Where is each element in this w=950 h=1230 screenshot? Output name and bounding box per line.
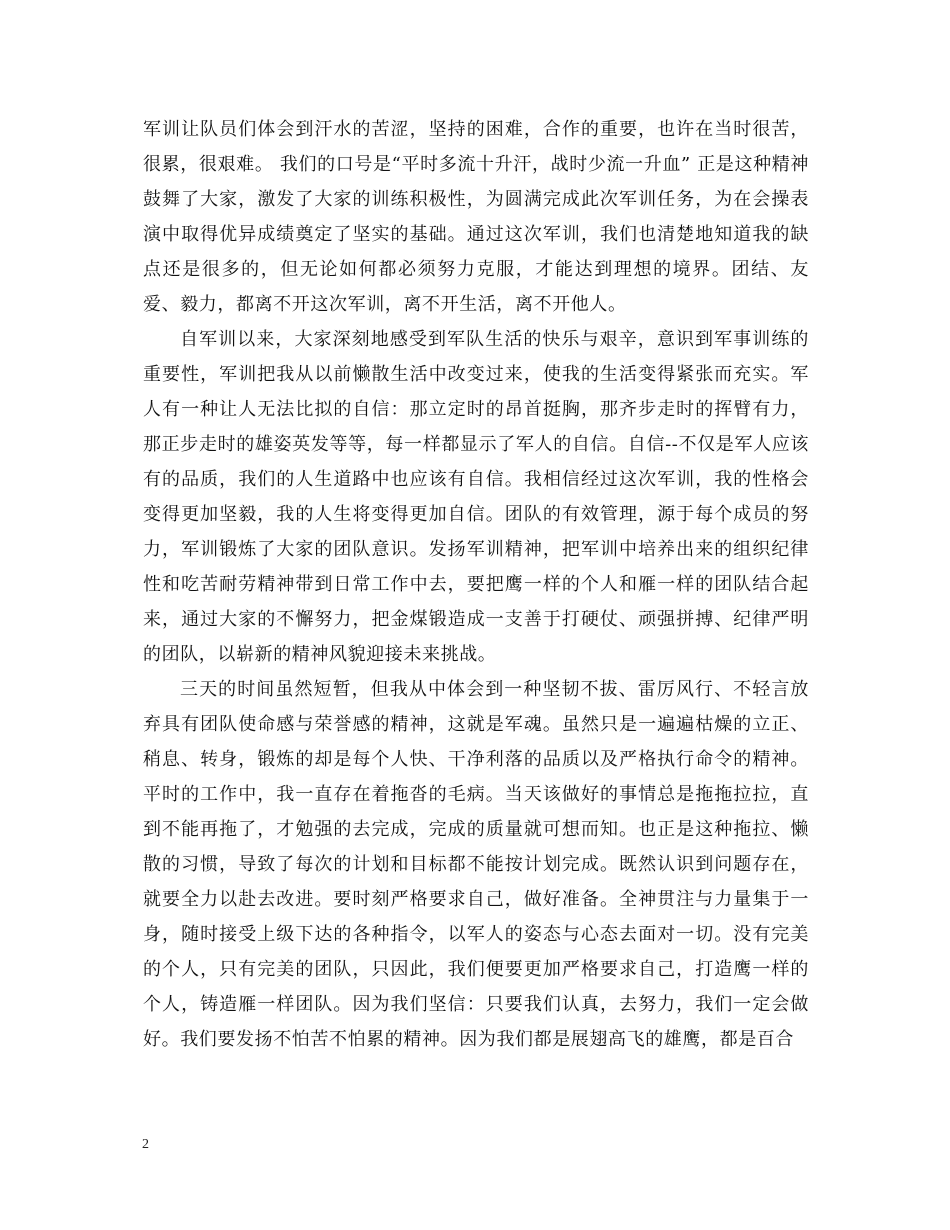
page-number: 2 [142, 1137, 149, 1152]
paragraph-1: 军训让队员们体会到汗水的苦涩，坚持的困难，合作的重要，也许在当时很苦，很累，很艰难。 我们的口号是“平时多流十升汗，战时少流一升血” 正是这种精神鼓舞了大家，激发了大家的训练积极性，为圆满完成此次军训任务，为在会操表演中取得优异成绩奠定了坚实的基础。通过这次军训，我们也清楚地知道我的缺点还是很多的，但无论如何都必须努力克服，才能达到理想的境界。团结、友爱、毅力，都离不开这次军训，离不开生活，离不开他人。 [143, 119, 809, 315]
paragraph-3: 三天的时间虽然短暂，但我从中体会到一种坚韧不拔、雷厉风行、不轻言放弃具有团队使命感与荣誉感的精神，这就是军魂。虽然只是一遍遍枯燥的立正、稍息、转身，锻炼的却是每个人快、干净利落的品质以及严格执行命令的精神。平时的工作中，我一直存在着拖沓的毛病。当天该做好的事情总是拖拖拉拉，直到不能再拖了，才勉强的去完成，完成的质量就可想而知。也正是这种拖拉、懒散的习惯，导致了每次的计划和目标都不能按计划完成。既然认识到问题存在，就要全力以赴去改进。要时刻严格要求自己，做好准备。全神贯注与力量集于一身，随时接受上级下达的各种指令，以军人的姿态与心态去面对一切。没有完美的个人，只有完美的团队，只因此，我们便要更加严格要求自己，打造鹰一样的个人，铸造雁一样团队。因为我们坚信：只要我们认真，去努力，我们一定会做好。我们要发扬不怕苦不怕累的精神。因为我们都是展翅高飞的雄鹰，都是百合 [143, 679, 809, 1050]
paragraph-2: 自军训以来，大家深刻地感受到军队生活的快乐与艰辛，意识到军事训练的重要性，军训把我从以前懒散生活中改变过来，使我的生活变得紧张而充实。军人有一种让人无法比拟的自信：那立定时的昂首挺胸，那齐步走时的挥臂有力，那正步走时的雄姿英发等等，每一样都显示了军人的自信。自信--不仅是军人应该有的品质，我们的人生道路中也应该有自信。我相信经过这次军训，我的性格会变得更加坚毅，我的人生将变得更加自信。团队的有效管理，源于每个成员的努力，军训锻炼了大家的团队意识。发扬军训精神，把军训中培养出来的组织纪律性和吃苦耐劳精神带到日常工作中去，要把鹰一样的个人和雁一样的团队结合起来，通过大家的不懈努力，把金煤锻造成一支善于打硬仗、顽强拼搏、纪律严明的团队，以崭新的精神风貌迎接未来挑战。 [143, 329, 809, 665]
body-text [143, 112, 809, 1057]
